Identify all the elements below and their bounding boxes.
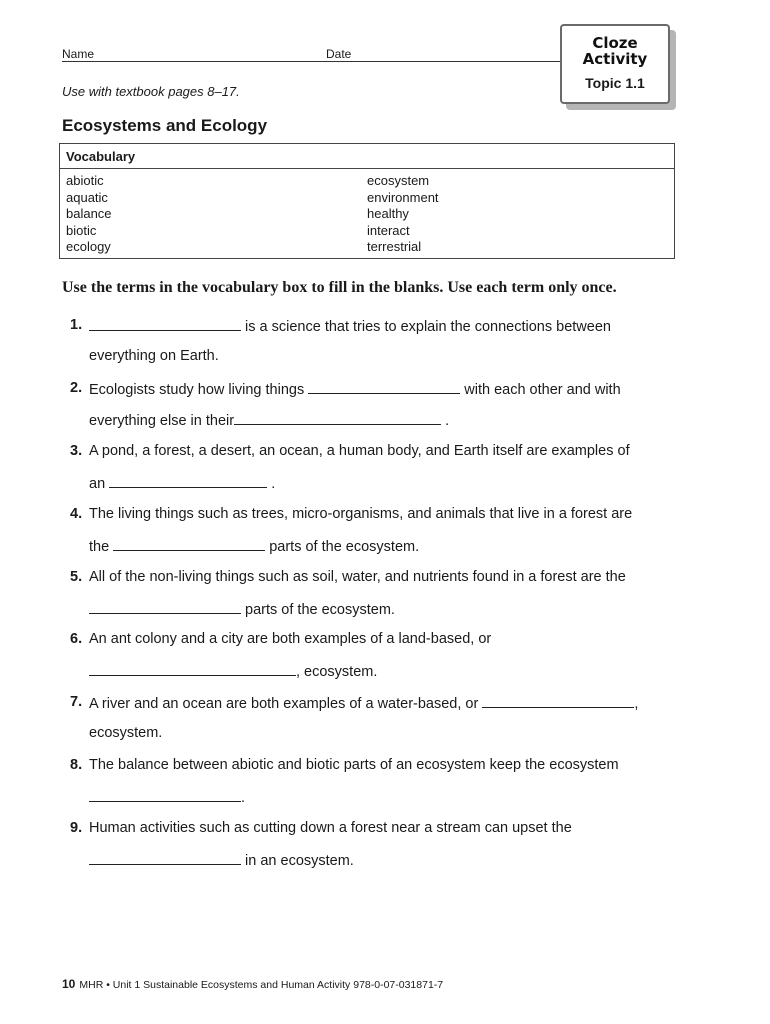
question-number: 7. bbox=[70, 694, 83, 710]
question-6-line-2: , ecosystem. bbox=[89, 662, 377, 680]
answer-blank[interactable] bbox=[109, 474, 267, 488]
question-number: 8. bbox=[70, 757, 83, 773]
footer-text: MHR • Unit 1 Sustainable Ecosystems and Human Activity 978-0-07-031871-7 bbox=[79, 979, 444, 991]
question-8-line-2: . bbox=[89, 788, 245, 806]
date-label: Date bbox=[326, 47, 352, 61]
question-4-line-2: the parts of the ecosystem. bbox=[89, 539, 420, 555]
answer-blank[interactable] bbox=[89, 317, 241, 331]
vocab-term: abiotic bbox=[66, 173, 104, 188]
vocab-term: terrestrial bbox=[367, 239, 422, 254]
question-number: 2. bbox=[70, 380, 83, 396]
badge-topic: Topic 1.1 bbox=[585, 75, 645, 91]
answer-blank[interactable] bbox=[113, 537, 265, 551]
answer-blank[interactable] bbox=[89, 600, 241, 614]
question-1-line-2: everything on Earth. bbox=[89, 348, 219, 364]
vocab-term: healthy bbox=[367, 206, 409, 221]
answer-blank[interactable] bbox=[308, 380, 460, 394]
question-6-line-1: 6. An ant colony and a city are both examples of a land-based, or bbox=[70, 631, 492, 647]
question-5-line-2: parts of the ecosystem. bbox=[89, 600, 395, 618]
question-8-line-1: 8. The balance between abiotic and biotic parts of an ecosystem keep the ecosystem bbox=[70, 757, 619, 773]
answer-blank[interactable] bbox=[482, 694, 634, 708]
vocab-term: ecosystem bbox=[367, 173, 430, 188]
badge-title bbox=[562, 35, 668, 67]
vocabulary-heading: Vocabulary bbox=[60, 144, 674, 169]
page-title: Ecosystems and Ecology bbox=[62, 116, 268, 135]
vocab-term: biotic bbox=[66, 222, 97, 238]
answer-blank[interactable] bbox=[89, 662, 296, 676]
question-7-line-1: 7. A river and an ocean are both examples of a water-based, or , bbox=[70, 694, 639, 712]
badge-line1: Cloze bbox=[592, 34, 638, 52]
badge-line2: Activity bbox=[582, 50, 648, 68]
question-number: 1. bbox=[70, 317, 83, 333]
vocabulary-left-column bbox=[66, 173, 367, 256]
question-4-line-1: 4. The living things such as trees, micro-organisms, and animals that live in a forest are bbox=[70, 506, 633, 522]
vocabulary-right-column bbox=[367, 173, 668, 256]
instructions: Use the terms in the vocabulary box to fill in the blanks. Use each term only once. bbox=[62, 279, 617, 296]
vocab-term: aquatic bbox=[66, 189, 108, 205]
name-date-line[interactable] bbox=[62, 61, 562, 62]
cloze-activity-badge bbox=[560, 24, 670, 104]
question-number: 9. bbox=[70, 820, 83, 836]
vocab-term: interact bbox=[367, 222, 410, 238]
question-number: 5. bbox=[70, 569, 83, 585]
question-number: 4. bbox=[70, 506, 83, 522]
page-number: 10 bbox=[62, 977, 76, 991]
answer-blank[interactable] bbox=[89, 851, 241, 865]
question-9-line-2: in an ecosystem. bbox=[89, 851, 354, 869]
question-5-line-1: 5. All of the non-living things such as soil, water, and nutrients found in a forest are the bbox=[70, 569, 626, 585]
answer-blank[interactable] bbox=[234, 411, 441, 425]
vocab-term: balance bbox=[66, 206, 112, 221]
answer-blank[interactable] bbox=[89, 788, 241, 802]
question-2-line-1: 2. Ecologists study how living things with each other and with bbox=[70, 380, 621, 398]
vocab-term: environment bbox=[367, 189, 439, 205]
question-9-line-1: 9. Human activities such as cutting down a forest near a stream can upset the bbox=[70, 820, 572, 836]
question-number: 3. bbox=[70, 443, 83, 459]
question-3-line-1: 3. A pond, a forest, a desert, an ocean, a human body, and Earth itself are examples of bbox=[70, 443, 630, 459]
question-number: 6. bbox=[70, 631, 83, 647]
name-label: Name bbox=[62, 47, 95, 61]
question-2-line-2: everything else in their . bbox=[89, 413, 450, 429]
question-7-line-2: ecosystem. bbox=[89, 725, 163, 741]
page-footer bbox=[62, 977, 443, 991]
vocab-term: ecology bbox=[66, 239, 111, 254]
question-1-line-1: 1. is a science that tries to explain the connections between bbox=[70, 317, 611, 335]
vocabulary-box bbox=[59, 143, 675, 259]
textbook-reference: Use with textbook pages 8–17. bbox=[62, 84, 240, 99]
question-3-line-2: an . bbox=[89, 476, 276, 492]
